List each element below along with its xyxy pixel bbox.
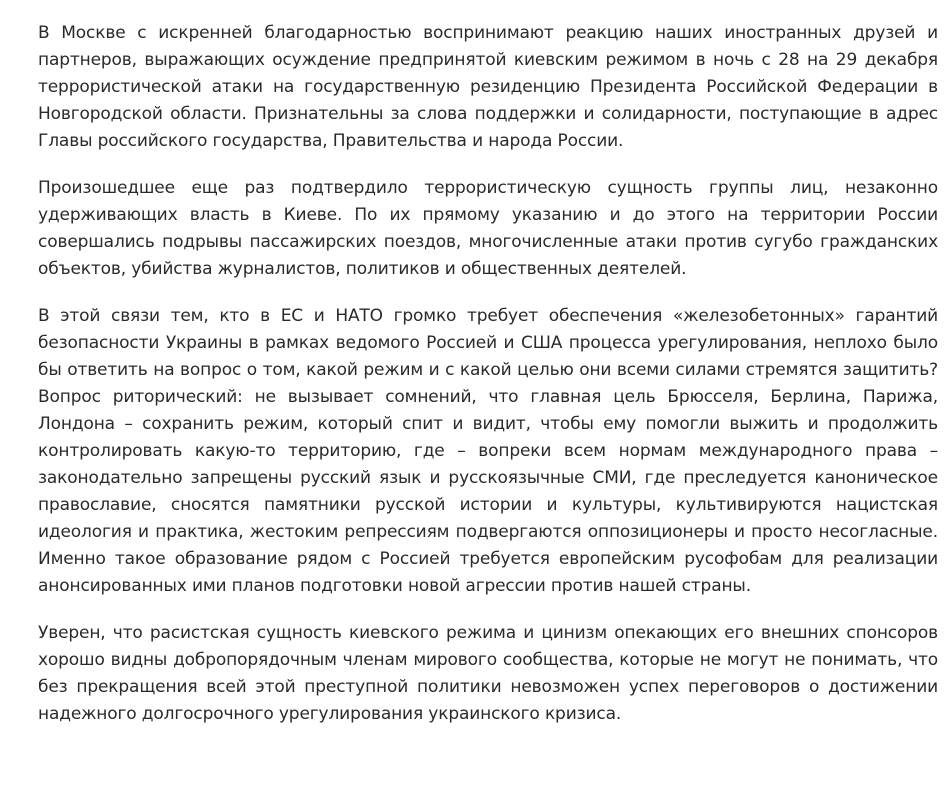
paragraph-1: В Москве с искренней благодарностью воспринимают реакцию наших иностранных друзей и партнеров, выражающих осуждение предпринятой киевским режимом в ночь с 28 на 29 декабря террористической атаки на государственную резиденцию Президента Российской Федерации в Новгородской области. Признательны за слова поддержки и солидарности, поступающие в адрес Главы российского государства, Правительства и народа России.	[38, 23, 938, 151]
paragraph-3: В этой связи тем, кто в ЕС и НАТО громко требует обеспечения «железобетонных» гарантий безопасности Украины в рамках ведомого Россией и США процесса урегулирования, неплохо было бы ответить на вопрос о том, какой режим и с какой целью они всеми силами стремятся защитить? Вопрос риторический: не вызывает сомнений, что главная цель Брюсселя, Берлина, Парижа, Лондона – сохранить режим, который спит и видит, чтобы ему помогли выжить и продолжить контролировать какую-то территорию, где – вопреки всем нормам международного права – законодательно запрещены русский язык и русскоязычные СМИ, где преследуется каноническое православие, сносятся памятники русской истории и культуры, культивируются нацистская идеология и практика, жестоким репрессиям подвергаются оппозиционеры и просто несогласные. Именно такое образование рядом с Россией требуется европейским русофобам для реализации анонсированных ими планов подготовки новой агрессии против нашей страны.	[38, 306, 938, 596]
paragraph-2: Произошедшее еще раз подтвердило террористическую сущность группы лиц, незаконно удерживающих власть в Киеве. По их прямому указанию и до этого на территории России совершались подрывы пассажирских поездов, многочисленные атаки против сугубо гражданских объектов, убийства журналистов, политиков и общественных деятелей.	[38, 178, 938, 279]
paragraph-4: Уверен, что расистская сущность киевского режима и цинизм опекающих его внешних спонсоров хорошо видны добропорядочным членам мирового сообщества, которые не могут не понимать, что без прекращения всей этой преступной политики невозможен успех переговоров о достижении надежного долгосрочного урегулирования украинского кризиса.	[38, 623, 938, 724]
